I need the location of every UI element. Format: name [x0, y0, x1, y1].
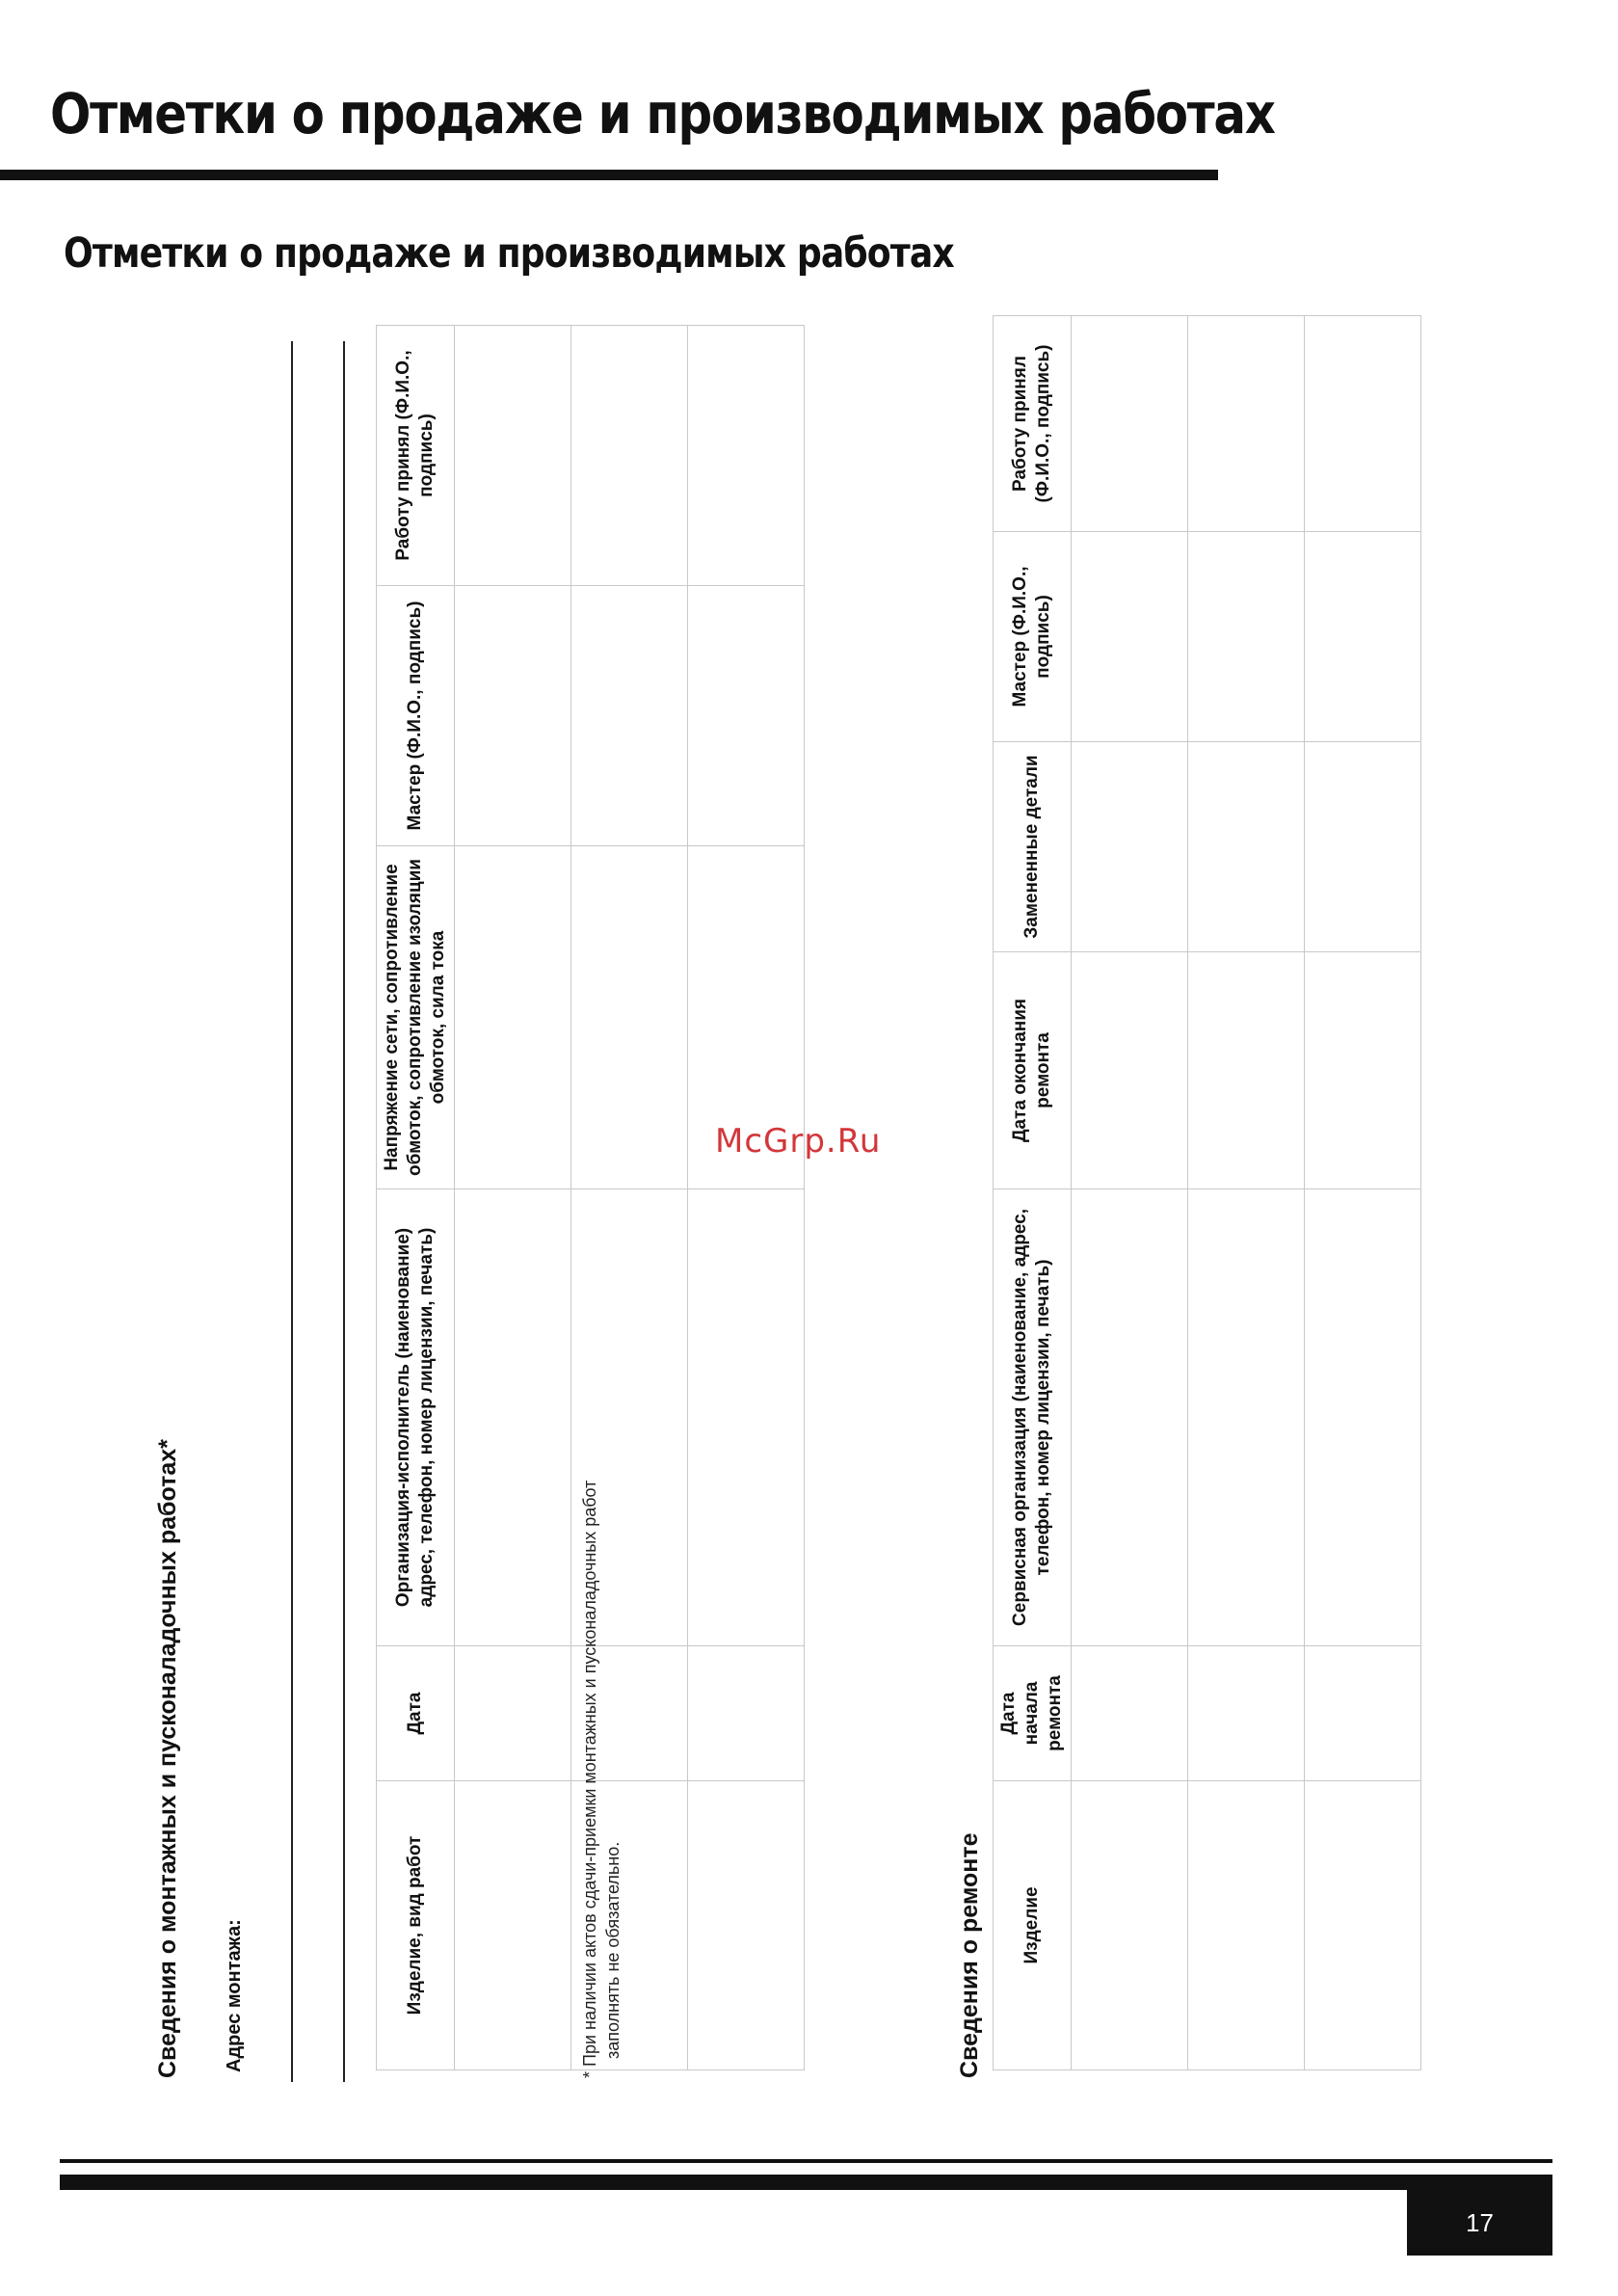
col-repair-start: Дата начала ремонта: [994, 1646, 1072, 1781]
cell[interactable]: [1305, 1781, 1421, 2070]
cell[interactable]: [1305, 532, 1421, 742]
footnote-line-1: * При наличии актов сдачи-приемки монтажных и пусконаладочных работ: [580, 1480, 599, 2078]
col-measurements: Напряжение сети, сопротивление обмоток, сопротивление изоляции обмоток, сила тока: [377, 846, 455, 1189]
table-row: [688, 326, 805, 2070]
cell[interactable]: [455, 1781, 571, 2070]
col-service-org: Сервисная организация (наиенование, адрес, телефон, номер лицензии, печать): [994, 1189, 1072, 1646]
address-line-1: [291, 341, 293, 2082]
repair-table: [993, 315, 1421, 2070]
col-product: Изделие: [994, 1781, 1072, 2070]
cell[interactable]: [1188, 1781, 1305, 2070]
cell[interactable]: [571, 586, 688, 846]
cell[interactable]: [688, 1189, 805, 1646]
col-contractor: Организация-исполнитель (наиенование) адрес, телефон, номер лицензии, печать): [377, 1189, 455, 1646]
cell[interactable]: [1072, 532, 1188, 742]
footer-rule-thick: [60, 2175, 1552, 2190]
page-subtitle: Отметки о продаже и производимых работах: [64, 229, 954, 278]
cell[interactable]: [571, 846, 688, 1189]
col-accepted: Работу принял (Ф.И.О., подпись): [377, 326, 455, 586]
footer-rule-thin: [60, 2159, 1552, 2163]
repair-heading: Сведения о ремонте: [956, 1832, 983, 2078]
cell[interactable]: [455, 1646, 571, 1781]
cell[interactable]: [1188, 532, 1305, 742]
cell[interactable]: [688, 586, 805, 846]
cell[interactable]: [688, 1646, 805, 1781]
cell[interactable]: [1072, 952, 1188, 1189]
cell[interactable]: [455, 326, 571, 586]
cell[interactable]: [1188, 316, 1305, 532]
cell[interactable]: [1072, 742, 1188, 952]
cell[interactable]: [1188, 742, 1305, 952]
cell[interactable]: [1072, 1781, 1188, 2070]
page-title: Отметки о продаже и производимых работах: [50, 81, 1275, 147]
table-row: [1072, 316, 1188, 2070]
table-row: [455, 326, 571, 2070]
cell[interactable]: [455, 846, 571, 1189]
cell[interactable]: [1305, 742, 1421, 952]
page-number: 17: [1407, 2190, 1552, 2256]
col-master: Мастер (Ф.И.О., подпись): [377, 586, 455, 846]
cell[interactable]: [688, 326, 805, 586]
cell[interactable]: [571, 326, 688, 586]
cell[interactable]: [1188, 1646, 1305, 1781]
cell[interactable]: [1072, 316, 1188, 532]
cell[interactable]: [1072, 1189, 1188, 1646]
cell[interactable]: [1305, 316, 1421, 532]
col-replaced-parts: Замененные детали: [994, 742, 1072, 952]
col-repair-end: Дата окончания ремонта: [994, 952, 1072, 1189]
cell[interactable]: [1072, 1646, 1188, 1781]
col-accepted: Работу принял (Ф.И.О., подпись): [994, 316, 1072, 532]
col-product-work: Изделие, вид работ: [377, 1781, 455, 2070]
col-master: Мастер (Ф.И.О., подпись): [994, 532, 1072, 742]
installation-heading: Сведения о монтажных и пусконаладочных работах*: [154, 1439, 181, 2078]
cell[interactable]: [1305, 952, 1421, 1189]
watermark: McGrp.Ru: [715, 1122, 882, 1161]
table-row: [1188, 316, 1305, 2070]
cell[interactable]: [688, 1781, 805, 2070]
cell[interactable]: [1188, 1189, 1305, 1646]
rotated-forms: [145, 299, 1571, 2082]
address-line-2: [343, 341, 345, 2082]
title-rule: [0, 170, 1218, 180]
install-address-label: Адрес монтажа:: [224, 1919, 245, 2072]
footnote-line-2: заполнять не обязательно.: [603, 1841, 623, 2059]
cell[interactable]: [1305, 1189, 1421, 1646]
cell[interactable]: [455, 1189, 571, 1646]
cell[interactable]: [1188, 952, 1305, 1189]
col-date: Дата: [377, 1646, 455, 1781]
footnote: [578, 1211, 624, 2078]
table-row: [1305, 316, 1421, 2070]
cell[interactable]: [1305, 1646, 1421, 1781]
cell[interactable]: [455, 586, 571, 846]
